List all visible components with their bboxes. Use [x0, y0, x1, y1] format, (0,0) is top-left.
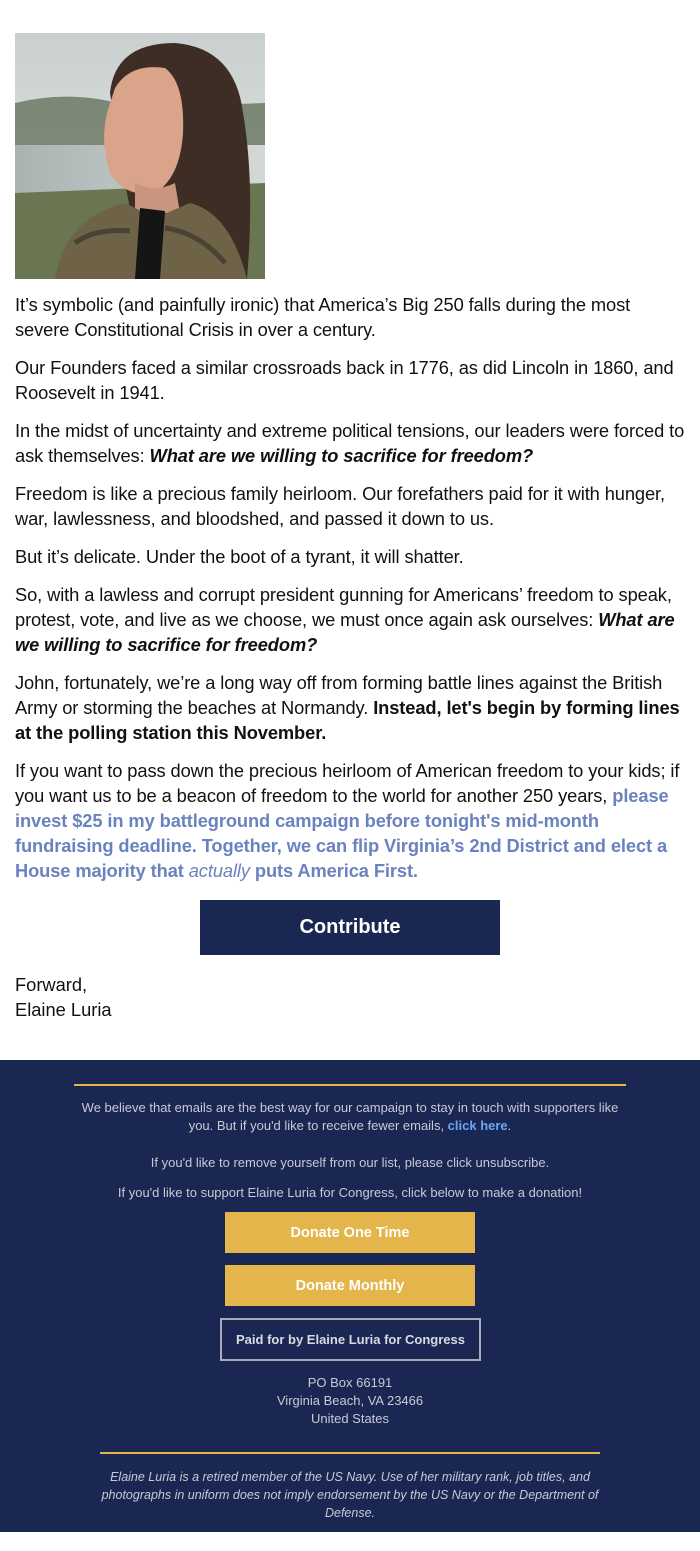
fewer-emails-message: We believe that emails are the best way for our campaign to stay in touch with supporters like you. But if you'd like to receive fewer emails, [81, 1100, 619, 1133]
link-emphasis[interactable]: actually [188, 860, 250, 881]
paragraph-text: John, fortunately, we’re a long way off from forming battle lines against the British Army or storming the beaches at Normandy. [15, 672, 663, 718]
signoff-text: Forward, [15, 974, 88, 995]
address-line-3: United States [310, 1411, 390, 1426]
paragraph-text: Freedom is like a precious family heirloom. Our forefathers paid for it with hunger, war, lawlessness, and bloodshed, and passed it down to us. [15, 483, 666, 529]
paragraph-3 [15, 418, 685, 468]
fewer-emails-text [0, 1099, 700, 1135]
footer [0, 1060, 700, 1532]
contribute-button[interactable]: Contribute [200, 900, 500, 955]
click-here-link[interactable]: click here [447, 1118, 508, 1133]
paragraph-text: In the midst of uncertainty and extreme political tensions, our leaders were forced to ask themselves: [15, 420, 685, 466]
paragraph-7 [15, 670, 685, 745]
unsubscribe-text: If you'd like to remove yourself from our list, please click unsubscribe. [150, 1155, 550, 1170]
paragraph-text: If you want to pass down the precious heirloom of American freedom to your kids; if you want us to be a beacon of freedom to the world for another 250 years, [15, 760, 680, 806]
donate-one-time-button[interactable]: Donate One Time [225, 1212, 475, 1253]
period: . [507, 1118, 512, 1133]
email-content [15, 292, 685, 896]
paragraph-text: So, with a lawless and corrupt president gunning for Americans’ freedom to speak, protest, vote, and live as we choose, we must once again ask ourselves: [15, 584, 672, 630]
link-text-end[interactable]: puts America First. [249, 860, 418, 881]
candidate-photo [15, 33, 265, 279]
signature: Elaine Luria [15, 999, 112, 1020]
link-text[interactable]: please invest $25 in my battleground campaign before tonight's mid-month fundraising deadline. Together, we can flip Virginia’s 2nd District and elect a House majority that [15, 785, 669, 881]
paragraph-text: But it’s delicate. Under the boot of a tyrant, it will shatter. [15, 546, 464, 567]
paragraph-emphasis: What are we willing to sacrifice for freedom? [149, 445, 534, 466]
paragraph-emphasis: What are we willing to sacrifice for freedom? [15, 609, 675, 655]
footer-bottom-divider [100, 1452, 600, 1454]
footer-top-divider [74, 1084, 626, 1086]
paragraph-bold: Instead, let's begin by forming lines at the polling station this November. [15, 697, 680, 743]
support-text: If you'd like to support Elaine Luria for Congress, click below to make a donation! [117, 1185, 583, 1200]
paragraph-4 [15, 481, 685, 531]
paragraph-1 [15, 292, 685, 342]
paragraph-6 [15, 582, 685, 657]
address-line-2: Virginia Beach, VA 23466 [276, 1393, 424, 1408]
paid-for-box: Paid for by Elaine Luria for Congress [220, 1318, 481, 1361]
signoff [15, 972, 112, 1022]
paragraph-text: It’s symbolic (and painfully ironic) that America’s Big 250 falls during the most severe Constitutional Crisis in over a century. [15, 294, 631, 340]
paragraph-text: Our Founders faced a similar crossroads back in 1776, as did Lincoln in 1860, and Roosevelt in 1941. [15, 357, 674, 403]
donate-monthly-button[interactable]: Donate Monthly [225, 1265, 475, 1306]
contribute-wrapper [200, 900, 500, 955]
candidate-photo-image [15, 33, 265, 279]
address-line-1: PO Box 66191 [307, 1375, 393, 1390]
paragraph-5 [15, 544, 685, 569]
paragraph-2 [15, 355, 685, 405]
paragraph-8 [15, 758, 685, 883]
military-disclaimer: Elaine Luria is a retired member of the US Navy. Use of her military rank, job titles, and photographs in uniform does not imply endorsement by the US Navy or the Department of Defense. [101, 1470, 599, 1520]
